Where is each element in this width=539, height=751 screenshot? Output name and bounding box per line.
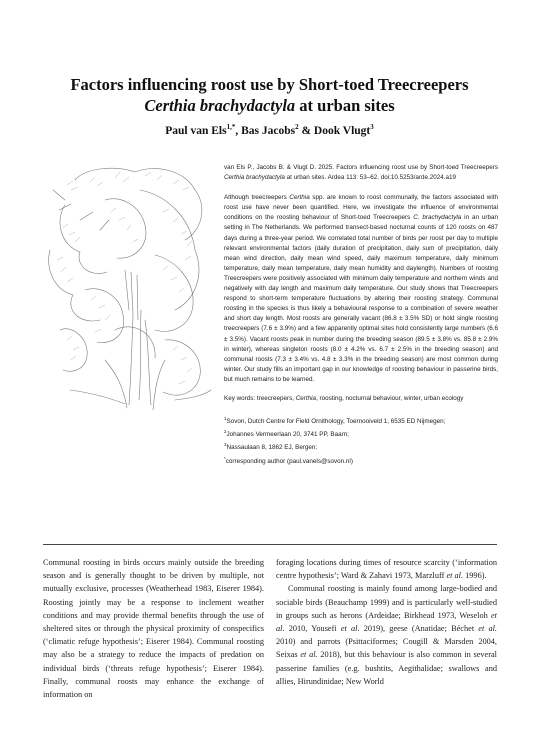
affiliations [224, 414, 498, 467]
author-affiliation-marker: 2 [295, 123, 299, 131]
affiliation-text: Sovon, Dutch Centre for Field Ornithology, Toernooiveld 1, 6535 ED Nijmegen; [226, 418, 446, 426]
abstract-text: spp. are known to roost communally, the factors associated with roost use have never been quantified. Here, we investigate the influence of environmental conditions on the roosting behaviour of Short-toed Treecreepers [224, 194, 498, 222]
citation-text: van Els P., Jacobs B. & Vlugt D. 2025. Factors influencing roost use by Short-toed Treecreepers [224, 164, 498, 171]
affiliation-marker: 1 [224, 416, 227, 422]
abstract-genus: Certhia [289, 194, 310, 202]
abstract [224, 193, 498, 385]
abstract-text: Although treecreepers [224, 194, 290, 202]
author-name: Paul van Els [165, 124, 227, 137]
citation-text: at urban sites. Ardea 113: 53–62. doi:10.5253/arde.2024.a19 [284, 174, 456, 182]
affiliation-text: Nassaulaan 8, 1862 EJ, Bergen; [226, 444, 318, 452]
body-paragraph: Communal roosting in birds occurs mainly outside the breeding season and is generally thought to be driven by multiple, not mutually exclusive, processes (Weatherhead 1983, Eiserer 1984). Roosting jointly may be a response to inclement weather conditions and may provide thermal benefits through the use of sheltered sites or through the physical proximity of conspecifics (‘climatic refuge hypothesis’; Eiserer 1984). Communal roosting may also be a strategy to reduce the impacts of predation on individual birds (‘threats refuge hypothesis’; Eiserer 1984). Finally, communal roosts may enhance the exchange of information on [43, 558, 264, 700]
citation-species: Certhia brachydactyla [224, 174, 285, 182]
affiliation-marker: * [224, 455, 226, 461]
affiliation-text: Johannes Vermeerlaan 20, 3741 PP, Baarn; [226, 431, 349, 439]
body-etal: et al. [478, 624, 497, 634]
body-text: 1996). [463, 571, 487, 581]
title-species: Certhia brachydactyla [144, 96, 296, 115]
body-etal: et al. [300, 650, 318, 660]
title-line-2 [0, 95, 539, 116]
body-text: 2010, Yousefi [284, 624, 341, 634]
body-text: 2010) and parrots (Psittaciformes; Cougill & Marsden 2004, Seixas [276, 637, 497, 660]
body-text: foraging locations during times of resource scarcity (‘information centre hypothesis’; Ward & Zahavi 1973, Marzluff [276, 558, 497, 581]
citation [224, 163, 498, 183]
section-divider [43, 544, 497, 545]
author-separator: & [298, 124, 314, 137]
title-line-1: Factors influencing roost use by Short-toed Treecreepers [70, 75, 469, 94]
keywords-text: , roosting, nocturnal behaviour, winter, urban ecology [316, 394, 464, 402]
author-affiliation-marker: 3 [370, 123, 374, 131]
author-separator: , [235, 124, 242, 137]
body-text: Communal roosting is mainly found among large-bodied and sociable birds (Beauchamp 1999) and is particularly well-studied in groups such as herons (Ardeidae; Birkhead 1973, Weseloh [276, 584, 497, 620]
body-column-left [43, 556, 264, 701]
author-affiliation-marker: 1,* [226, 123, 236, 131]
abstract-text: in an urban setting in The Netherlands. We performed transect-based nocturnal counts of 120 roosts on 487 days during a three-year period. We correlated total number of birds per roost per day to multiple relevant environmental factors (daily duration of precipitation, daily sum of precipitation, daily mean wind direction, daily mean wind speed, daily maximum temperature, daily minimum temperature, daily mean temperature, daily mean humidity and daylength). Numbers of roosting Treecreepers were positively associated with minimum daily temperature and northern winds and negatively with day length and maximum daily temperature. Our study shows that Treecreepers respond to short-term temperature fluctuations by altering their roosting strategy. Communal roosting in the species is thus likely a behavioural response to a combination of severe weather and short day length. Most roosts are generally vacant (86.8 ± 3.5% SD) or hold single roosting treecreepers (7.6 ± 3.9%) and a few apparently optimal sites hold consistently large numbers (6.6 ± 3.5%). Vacant roosts peak in number during the breeding season (89.5 ± 3.8% vs. 85.8 ± 2.9% in winter), whereas singleton roosts (8.0 ± 4.2% vs. 6.7 ± 2.5% in the breeding season) and communal roosts (7.3 ± 3.4% vs. 4.8 ± 3.3% in the breeding season) are most common during winter. Our study fills an important gap in our knowledge of roosting behaviour in passerine birds, but much remains to be learned. [224, 214, 499, 383]
author-name: Bas Jacobs [241, 124, 296, 137]
keywords-text: Key words: treecreepers, [224, 394, 296, 402]
body-column-right [276, 556, 497, 688]
keywords [224, 394, 498, 404]
affiliation-marker: 3 [224, 442, 227, 448]
affiliation-item [224, 414, 498, 427]
title-line-2-tail: at urban sites [295, 96, 395, 115]
body-text: 2019), geese (Anatidae; Béchet [359, 624, 479, 634]
body-etal: et al. [276, 610, 497, 634]
corresponding-author [224, 454, 498, 467]
body-etal: et al. [340, 624, 360, 634]
keywords-genus: Certhia [295, 394, 317, 402]
author-list [0, 123, 539, 137]
affiliation-item [224, 427, 498, 440]
body-text: 2018), but this behaviour is also common in several passerine families (e.g. bushtits, Aegithalidae; swallows and allies, Hirundinidae; New World [276, 650, 497, 686]
abstract-species: C. brachydactyla [413, 214, 462, 222]
author-name: Dook Vlugt [313, 124, 371, 137]
affiliation-marker: 2 [224, 429, 227, 435]
body-paragraph [276, 582, 497, 688]
abstract-column [224, 163, 498, 467]
affiliation-item [224, 440, 498, 453]
article-title [0, 74, 539, 116]
body-etal: et al. [446, 571, 464, 581]
treecreeper-roost-sketch [45, 160, 215, 422]
body-paragraph [276, 556, 497, 582]
corresponding-author-text: corresponding author (paul.vanels@sovon.nl) [225, 457, 353, 465]
